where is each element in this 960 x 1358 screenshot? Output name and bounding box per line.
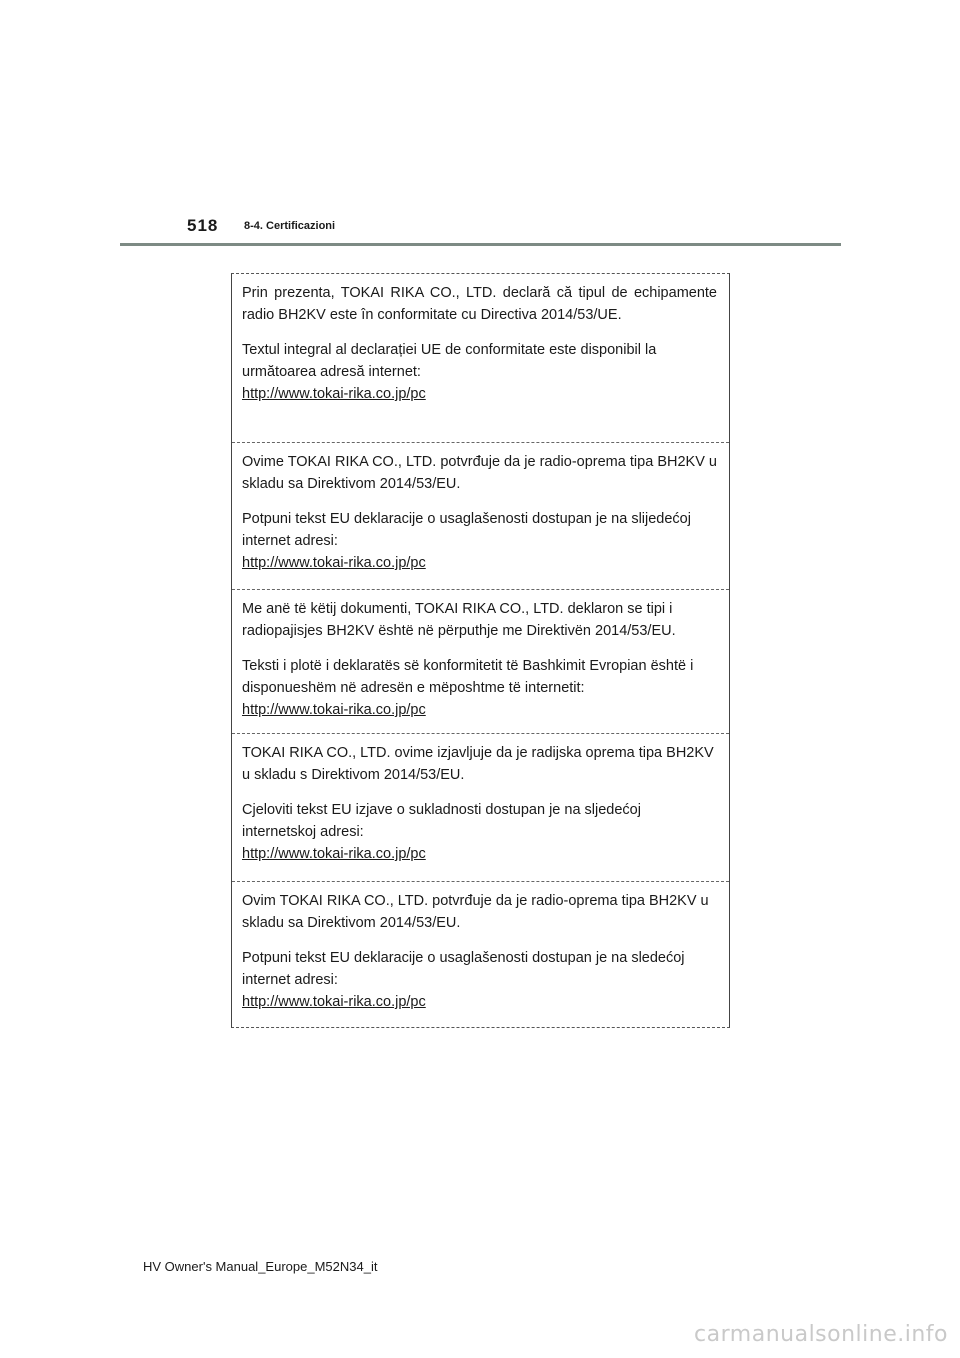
declaration-statement: Me anë të këtij dokumenti, TOKAI RIKA CO., LTD. deklaron se tipi i radiopajisjes BH2KV është në përputhje me Direktivën 2014/53/EU. (242, 601, 676, 639)
declaration-url-link[interactable]: http://www.tokai-rika.co.jp/pc (242, 555, 426, 571)
declaration-statement: Prin prezenta, TOKAI RIKA CO., LTD. declară că tipul de echipamente radio BH2KV este în conformitate cu Directiva 2014/53/UE. (242, 285, 717, 323)
declaration-availability: Teksti i plotë i deklaratës së konformitetit të Bashkimit Evropian është i disponueshëm në adresën e mëposhtme të internetit: (242, 658, 694, 696)
declaration-availability: Potpuni tekst EU deklaracije o usaglašenosti dostupan je na sledećoj internet adresi: (242, 950, 685, 988)
header-divider (120, 243, 841, 246)
declaration-availability: Potpuni tekst EU deklaracije o usaglašenosti dostupan je na slijedećoj internet adresi: (242, 511, 691, 549)
declaration-albanian (232, 590, 729, 734)
declaration-url-link[interactable]: http://www.tokai-rika.co.jp/pc (242, 386, 426, 402)
footer-manual-name: HV Owner's Manual_Europe_M52N34_it (143, 1259, 378, 1274)
declaration-url-link[interactable]: http://www.tokai-rika.co.jp/pc (242, 702, 426, 718)
watermark: carmanualsonline.info (694, 1322, 948, 1347)
declaration-availability: Cjeloviti tekst EU izjave o sukladnosti dostupan je na sljedećoj internetskoj adresi: (242, 802, 641, 840)
declaration-romanian (232, 274, 729, 443)
declaration-statement: Ovim TOKAI RIKA CO., LTD. potvrđuje da je radio-oprema tipa BH2KV u skladu sa Direktivom 2014/53/EU. (242, 893, 709, 931)
page-number: 518 (187, 216, 219, 235)
section-title: 8-4. Certificazioni (244, 220, 336, 232)
declaration-statement: Ovime TOKAI RIKA CO., LTD. potvrđuje da je radio-oprema tipa BH2KV u skladu sa Direktivom 2014/53/EU. (242, 454, 717, 492)
declaration-serbian (232, 882, 729, 1027)
declaration-serbian-latin (232, 443, 729, 590)
declaration-url-link[interactable]: http://www.tokai-rika.co.jp/pc (242, 846, 426, 862)
declarations-box (231, 273, 730, 1028)
declaration-availability: Textul integral al declarației UE de conformitate este disponibil la următoarea adresă internet: (242, 342, 657, 380)
declaration-statement: TOKAI RIKA CO., LTD. ovime izjavljuje da je radijska oprema tipa BH2KV u skladu s Direktivom 2014/53/EU. (242, 745, 714, 783)
declaration-url-link[interactable]: http://www.tokai-rika.co.jp/pc (242, 994, 426, 1010)
declaration-croatian (232, 734, 729, 882)
